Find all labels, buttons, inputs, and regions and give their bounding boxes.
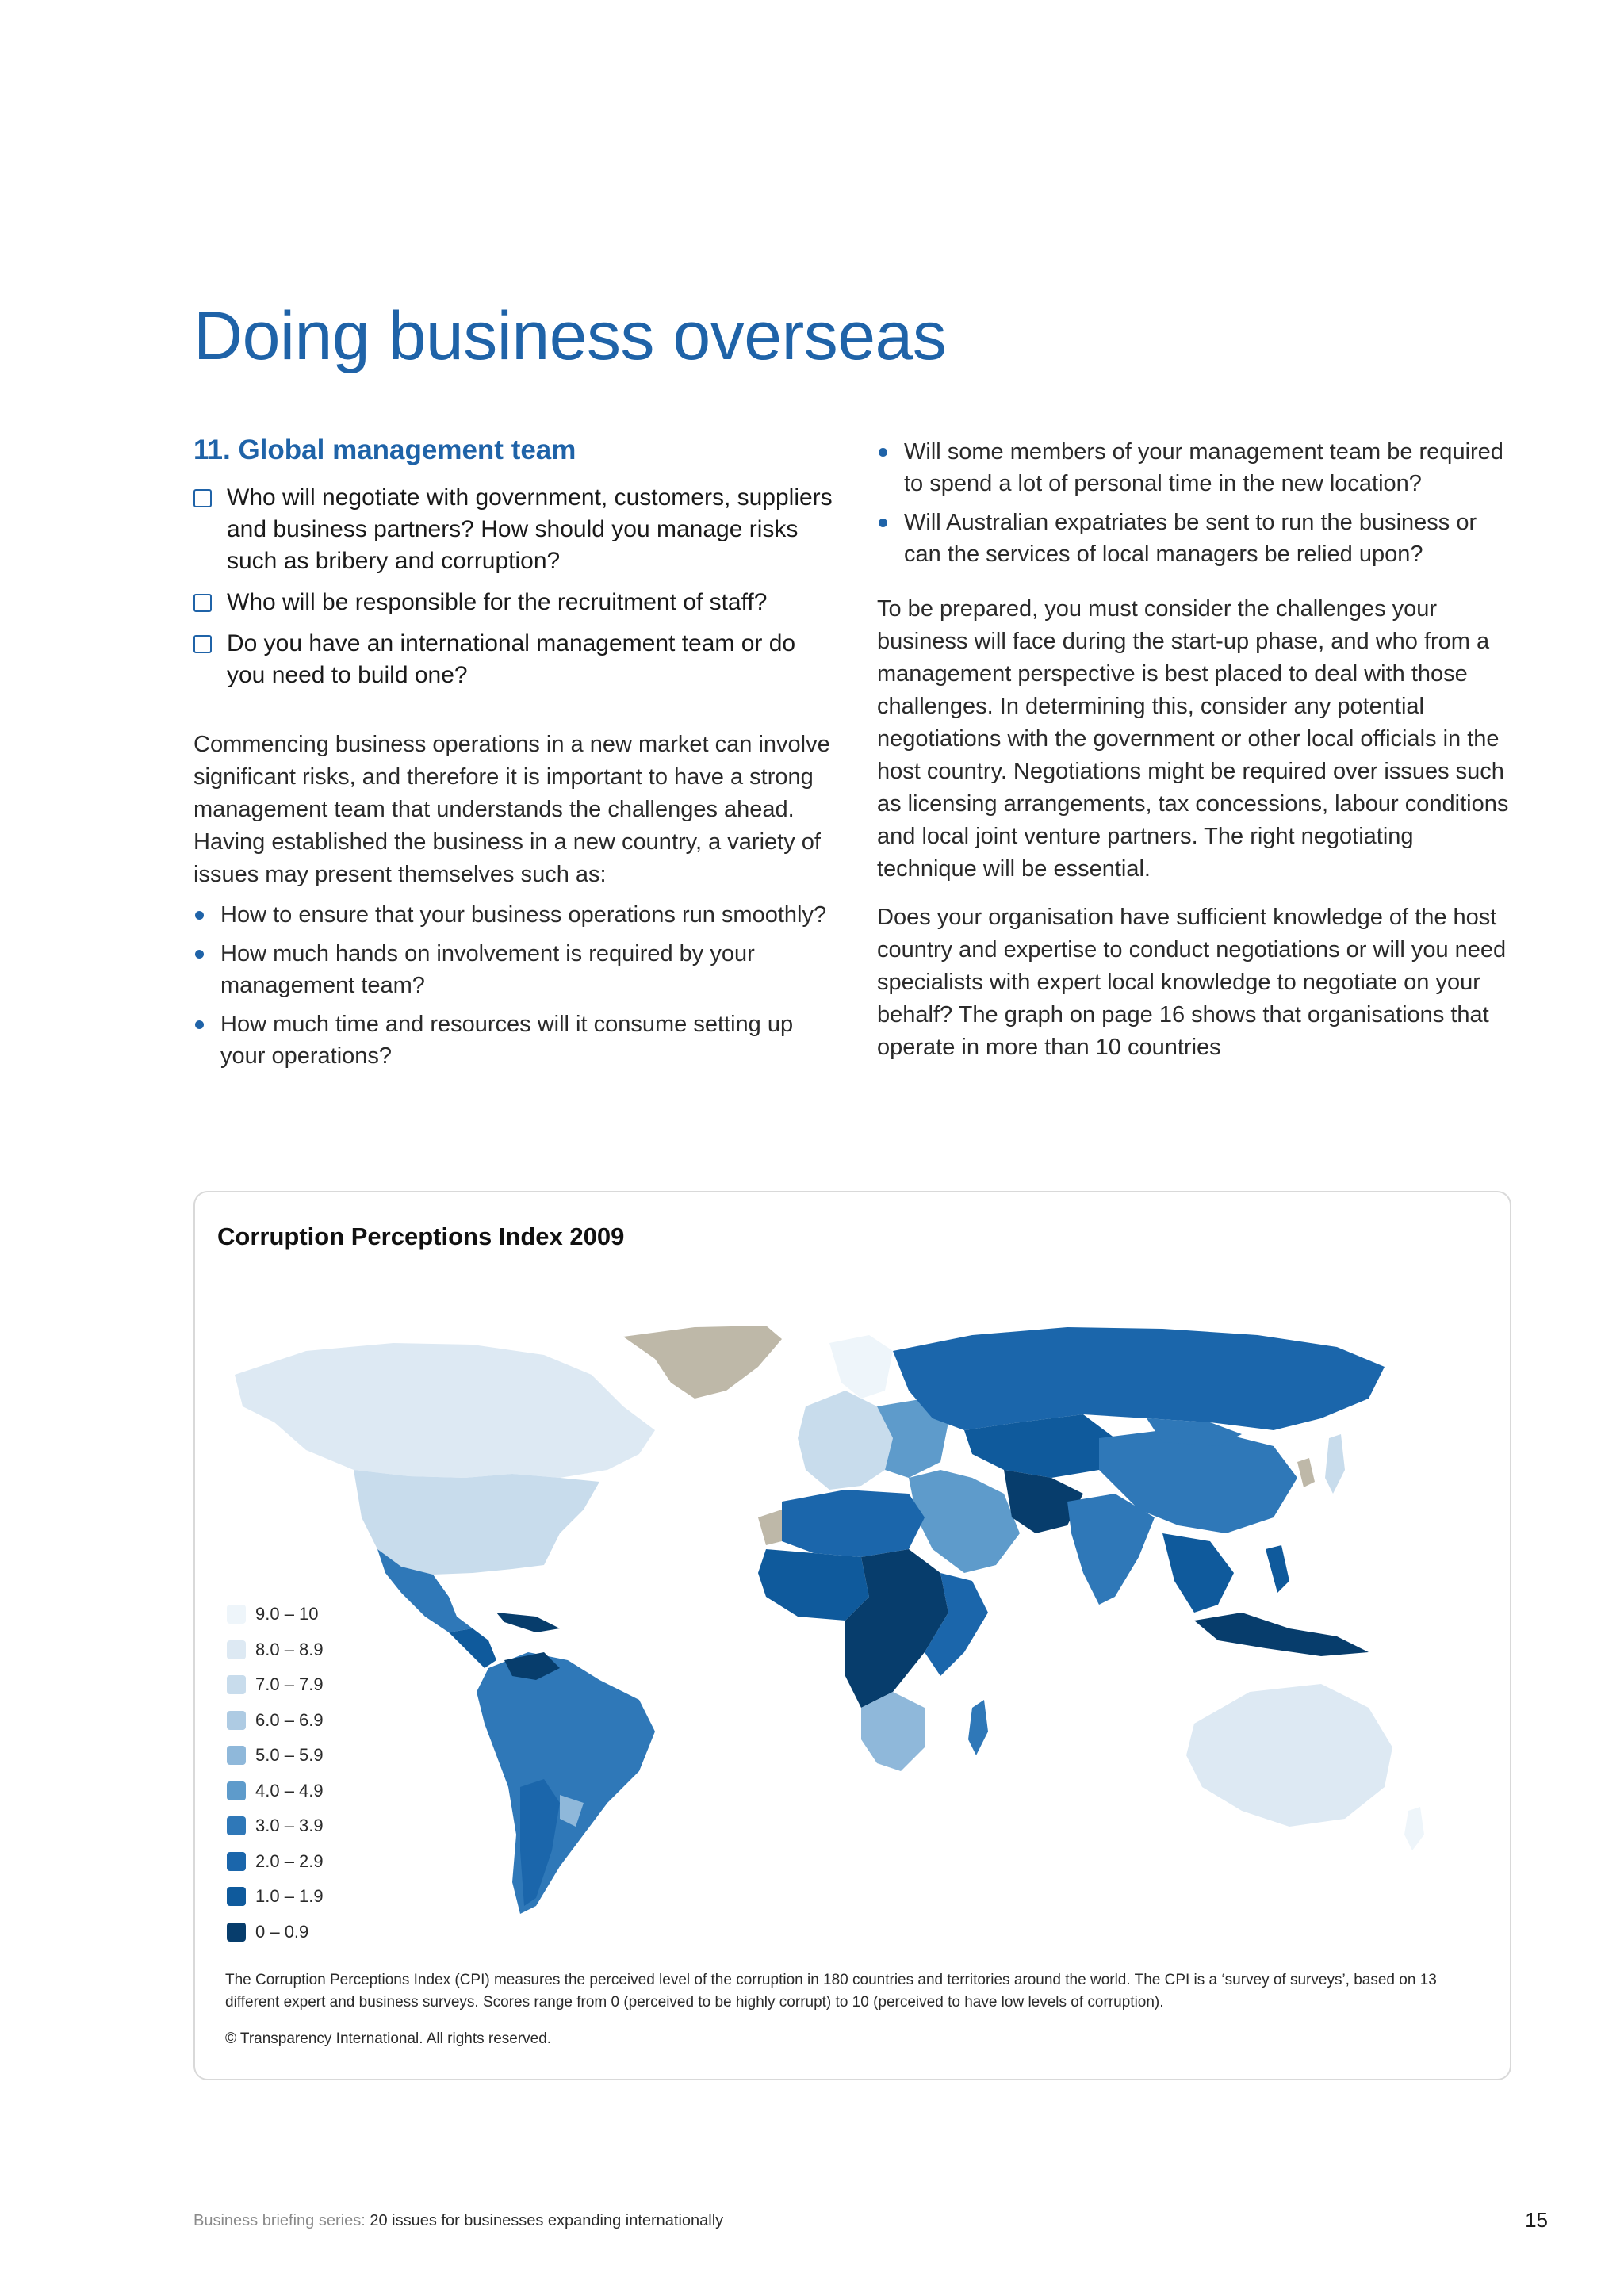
- map-legend: [227, 1597, 324, 1950]
- legend-label: 2.0 – 2.9: [255, 1850, 324, 1871]
- bullet-text: How much hands on involvement is required by your management team?: [220, 941, 755, 998]
- legend-swatch: [227, 1887, 246, 1906]
- legend-item: [227, 1738, 324, 1774]
- legend-label: 7.0 – 7.9: [255, 1674, 324, 1695]
- map-region-western-sahara: [758, 1510, 782, 1545]
- bullet-text: Will some members of your management team be required to spend a lot of personal time in the new location?: [904, 439, 1503, 496]
- map-region-russia: [893, 1327, 1385, 1430]
- map-region-japan: [1325, 1434, 1345, 1494]
- map-region-australia: [1186, 1684, 1392, 1827]
- map-caption: The Corruption Perceptions Index (CPI) measures the perceived level of the corruption in 180 countries and territories around the world. The CPI is a ‘survey of surveys’, based on 13 different expert and business surveys. Scores range from 0 (perceived to be highly corrupt) to 10 (perceived to have low levels of corruption).: [225, 1972, 1437, 2011]
- checkbox-icon[interactable]: [193, 489, 212, 507]
- legend-swatch: [227, 1923, 246, 1942]
- legend-label: 1.0 – 1.9: [255, 1886, 324, 1907]
- legend-label: 9.0 – 10: [255, 1604, 319, 1624]
- bullet-icon: [879, 519, 887, 527]
- bullet-item: [877, 436, 1511, 499]
- page-title: Doing business overseas: [193, 298, 947, 374]
- legend-item: [227, 1844, 324, 1880]
- page-number: 15: [1525, 2208, 1548, 2232]
- bullet-item: [193, 938, 833, 1001]
- legend-label: 4.0 – 4.9: [255, 1780, 324, 1800]
- legend-swatch: [227, 1816, 246, 1835]
- legend-label: 8.0 – 8.9: [255, 1639, 324, 1659]
- page-footer: [193, 2212, 723, 2230]
- cpi-map-panel: [193, 1191, 1511, 2080]
- bullet-icon: [879, 448, 887, 457]
- map-region-south-america: [477, 1652, 655, 1914]
- checkbox-icon[interactable]: [193, 635, 212, 653]
- checklist-item: [193, 482, 833, 577]
- legend-item: [227, 1667, 324, 1703]
- map-region-new-zealand: [1404, 1807, 1424, 1850]
- legend-swatch: [227, 1781, 246, 1800]
- left-column: [193, 434, 833, 1079]
- legend-item: [227, 1808, 324, 1844]
- bullet-item: [193, 899, 833, 931]
- legend-swatch: [227, 1605, 246, 1624]
- paragraph-prepared: To be prepared, you must consider the challenges your business will face during the start-up phase, and who from a management perspective is best placed to deal with those challenges. In determining this, consider any potential negotiations with the government or other local officials in the host country. Negotiations might be required over issues such as licensing arrangements, tax concessions, labour conditions and local joint venture partners. The right negotiating technique will be essential.: [877, 596, 1509, 882]
- map-region-madagascar: [968, 1700, 988, 1755]
- bullet-text: How much time and resources will it consume setting up your operations?: [220, 1012, 794, 1069]
- bullet-item: [193, 1008, 833, 1072]
- checklist-item-text: Who will negotiate with government, customers, suppliers and business partners? How should you manage risks such as bribery and corruption?: [227, 484, 833, 574]
- legend-item: [227, 1774, 324, 1809]
- bullet-icon: [195, 911, 204, 920]
- legend-swatch: [227, 1640, 246, 1659]
- paragraph-knowledge: Does your organisation have sufficient knowledge of the host country and expertise to conduct negotiations or will you need specialists with expert local knowledge to negotiate on your behalf? The graph on page 16 shows that organisations that operate in more than 10 countries: [877, 905, 1507, 1060]
- map-region-southern-africa: [861, 1692, 925, 1771]
- legend-label: 5.0 – 5.9: [255, 1745, 324, 1766]
- legend-item: [227, 1703, 324, 1739]
- legend-item: [227, 1632, 324, 1668]
- map-copyright: © Transparency International. All rights reserved.: [225, 2030, 552, 2047]
- map-region-central-america: [449, 1628, 496, 1668]
- legend-label: 0 – 0.9: [255, 1921, 309, 1942]
- bullet-text: How to ensure that your business operations run smoothly?: [220, 902, 827, 928]
- map-title: Corruption Perceptions Index 2009: [217, 1223, 625, 1250]
- bullet-item: [877, 507, 1511, 570]
- legend-item: [227, 1915, 324, 1950]
- bullet-list-right: [877, 436, 1511, 570]
- world-map: [211, 1280, 1496, 1946]
- legend-item: [227, 1597, 324, 1632]
- checklist-item-text: Who will be responsible for the recruitment of staff?: [227, 589, 768, 615]
- bullet-text: Will Australian expatriates be sent to run the business or can the services of local managers be relied upon?: [904, 510, 1477, 567]
- bullet-icon: [195, 1020, 204, 1029]
- checkbox-icon[interactable]: [193, 594, 212, 612]
- map-region-canada: [235, 1343, 655, 1478]
- map-region-scandinavia: [829, 1335, 893, 1399]
- legend-item: [227, 1879, 324, 1915]
- checklist-item: [193, 587, 833, 618]
- map-region-caribbean: [496, 1613, 560, 1632]
- section-heading: 11. Global management team: [193, 434, 576, 465]
- legend-swatch: [227, 1675, 246, 1694]
- map-region-philippines: [1266, 1545, 1289, 1593]
- footer-title: 20 issues for businesses expanding internationally: [365, 2212, 724, 2229]
- intro-paragraph: Commencing business operations in a new market can involve significant risks, and therefore it is important to have a strong management team that understands the challenges ahead. Having established the business in a new country, a variety of issues may present themselves such as:: [193, 732, 830, 887]
- legend-swatch: [227, 1711, 246, 1730]
- legend-label: 3.0 – 3.9: [255, 1816, 324, 1836]
- legend-swatch: [227, 1852, 246, 1871]
- map-region-southeast-asia: [1162, 1533, 1234, 1613]
- legend-label: 6.0 – 6.9: [255, 1709, 324, 1730]
- footer-series: Business briefing series:: [193, 2212, 366, 2229]
- map-region-indonesia: [1194, 1613, 1369, 1656]
- bullet-icon: [195, 950, 204, 959]
- map-region-middle-east: [909, 1470, 1020, 1573]
- checklist: [193, 482, 833, 691]
- map-region-west-africa: [758, 1549, 869, 1621]
- map-region-korea: [1297, 1458, 1315, 1487]
- map-region-north-africa: [782, 1490, 925, 1557]
- checklist-item-text: Do you have an international management team or do you need to build one?: [227, 630, 796, 688]
- legend-swatch: [227, 1746, 246, 1765]
- checklist-item: [193, 628, 833, 691]
- right-column: [877, 436, 1511, 1064]
- bullet-list-left: [193, 899, 833, 1072]
- map-region-greenland: [623, 1326, 782, 1399]
- map-region-western-europe: [798, 1391, 893, 1490]
